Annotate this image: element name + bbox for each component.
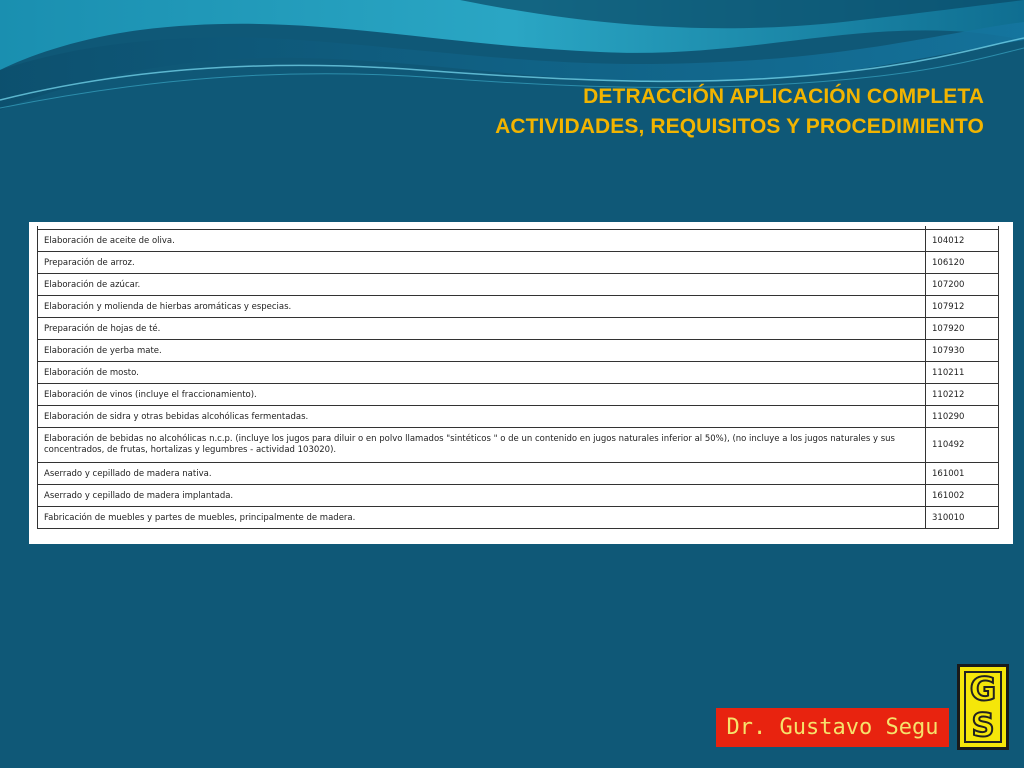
activity-cell: Fabricación de muebles y partes de muebles, principalmente de madera. — [38, 507, 926, 529]
table-row — [38, 274, 999, 296]
table-row — [38, 252, 999, 274]
activity-cell: Aserrado y cepillado de madera nativa. — [38, 463, 926, 485]
activity-cell: Elaboración y molienda de hierbas aromáticas y especias. — [38, 296, 926, 318]
code-cell: 106120 — [926, 252, 999, 274]
code-cell: 161001 — [926, 463, 999, 485]
monogram-letter-s: S — [971, 706, 995, 744]
activities-table-image — [29, 222, 1013, 544]
code-cell: 110492 — [926, 428, 999, 463]
code-cell: 107912 — [926, 296, 999, 318]
code-cell: 104012 — [926, 230, 999, 252]
code-cell: 107930 — [926, 340, 999, 362]
activity-cell: Elaboración de mosto. — [38, 362, 926, 384]
table-row — [38, 428, 999, 463]
author-name-logo: Dr. Gustavo Segu — [716, 708, 949, 747]
code-cell: 161002 — [926, 485, 999, 507]
code-cell: 310010 — [926, 507, 999, 529]
table-row — [38, 230, 999, 252]
table-row — [38, 340, 999, 362]
table-row — [38, 507, 999, 529]
table-row — [38, 318, 999, 340]
activity-cell: Elaboración de vinos (incluye el fraccionamiento). — [38, 384, 926, 406]
activity-cell: Elaboración de azúcar. — [38, 274, 926, 296]
activity-cell: Elaboración de bebidas no alcohólicas n.c.p. (incluye los jugos para diluir o en polvo llamados "sintéticos " o de un contenido en jugos naturales inferior al 50%), (no incluye a los jugos naturales y sus concentrados, de frutas, hortalizas y legumbres - actividad 103020). — [38, 428, 926, 463]
monogram-letter-g: G — [969, 670, 997, 708]
activity-cell: Aserrado y cepillado de madera implantada. — [38, 485, 926, 507]
table-row — [38, 463, 999, 485]
code-cell: 110212 — [926, 384, 999, 406]
code-cell: 107200 — [926, 274, 999, 296]
activity-cell: Elaboración de sidra y otras bebidas alcohólicas fermentadas. — [38, 406, 926, 428]
activity-cell: Preparación de arroz. — [38, 252, 926, 274]
gs-monogram-logo — [957, 664, 1009, 750]
slide-title — [495, 82, 984, 142]
activity-cell: Elaboración de yerba mate. — [38, 340, 926, 362]
title-line-2: ACTIVIDADES, REQUISITOS Y PROCEDIMIENTO — [495, 115, 984, 138]
table-row — [38, 485, 999, 507]
table-row — [38, 296, 999, 318]
title-line-1: DETRACCIÓN APLICACIÓN COMPLETA — [583, 85, 984, 108]
table-row — [38, 384, 999, 406]
table-row — [38, 362, 999, 384]
code-cell: 110211 — [926, 362, 999, 384]
activity-cell: Preparación de hojas de té. — [38, 318, 926, 340]
activity-cell: Elaboración de aceite de oliva. — [38, 230, 926, 252]
code-cell: 107920 — [926, 318, 999, 340]
activities-table — [37, 226, 999, 529]
table-row — [38, 406, 999, 428]
code-cell: 110290 — [926, 406, 999, 428]
